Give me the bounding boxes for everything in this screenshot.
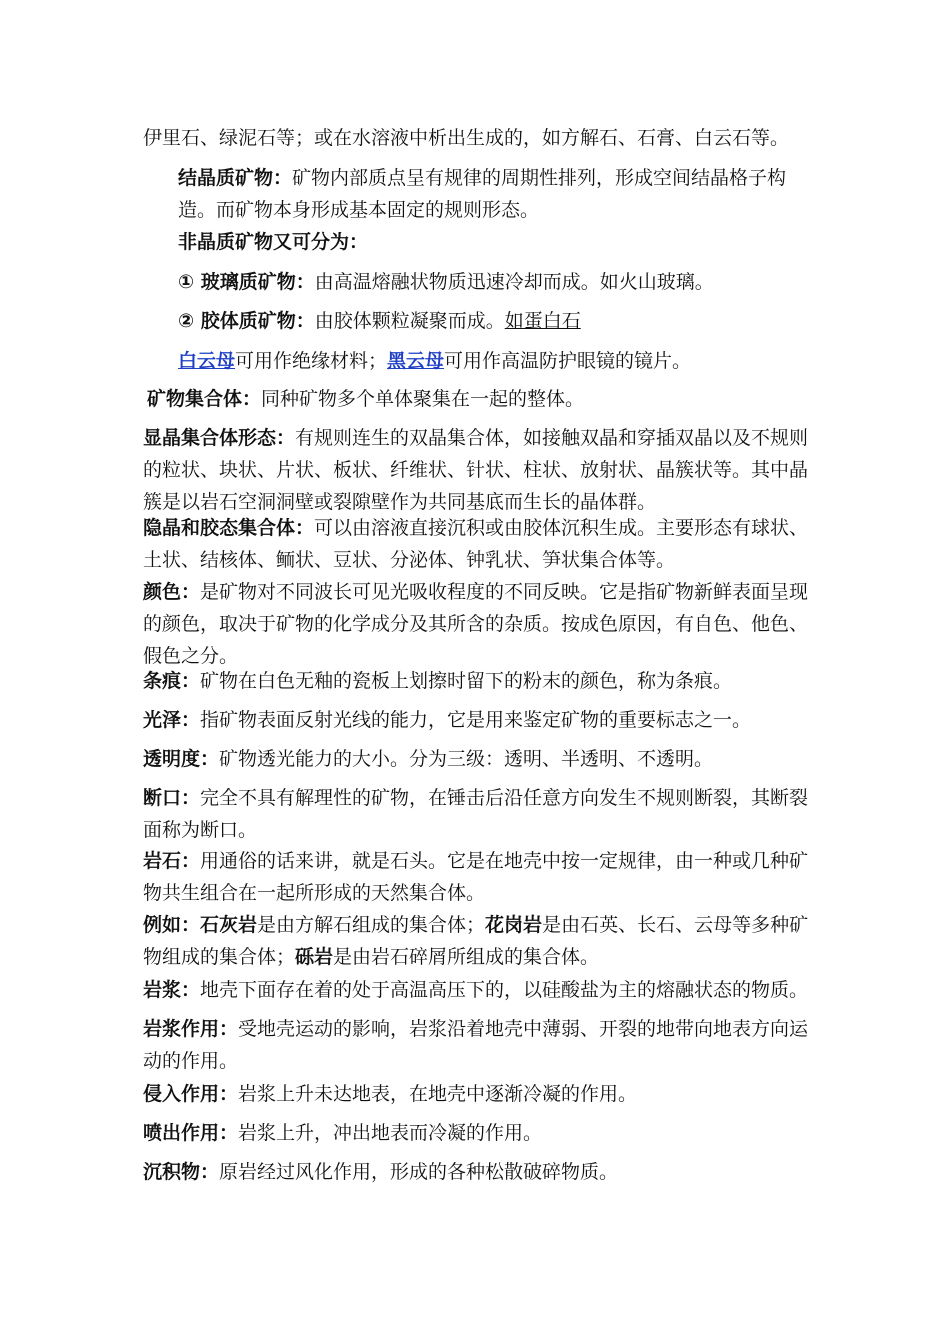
paragraph-transparency	[143, 743, 813, 775]
paragraph-text: 可用作高温防护眼镜的镜片。	[444, 350, 692, 372]
paragraph-text: 原岩经过风化作用，形成的各种松散破碎物质。	[219, 1161, 619, 1183]
term-eruption: 喷出作用：	[143, 1122, 239, 1144]
paragraph-text: 是矿物对不同波长可见光吸收程度的不同反映。它是指矿物新鲜表面呈现的颜色，取决于矿物的化学成分及其所含的杂质。按成色原因，有自色、他色、假色之分。	[143, 581, 809, 667]
paragraph-text: 用通俗的话来讲，就是石头。它是在地壳中按一定规律，由一种或几种矿物共生组合在一起所形成的天然集合体。	[143, 850, 809, 904]
term-amorphous-minerals: 非晶质矿物又可分为：	[178, 231, 369, 253]
term-color: 颜色：	[143, 581, 201, 603]
paragraph-text: 可用作绝缘材料；	[235, 350, 388, 372]
term-transparency: 透明度：	[143, 748, 220, 770]
paragraph-text: 由高温熔融状物质迅速冷却而成。如火山玻璃。	[314, 271, 714, 293]
term-sediment: 沉积物：	[143, 1161, 220, 1183]
paragraph-text: 矿物在白色无釉的瓷板上划擦时留下的粉末的颜色，称为条痕。	[200, 670, 733, 692]
paragraph-crystalline-minerals	[178, 162, 818, 226]
example-opal: 如蛋白石	[504, 310, 581, 332]
paragraph-cryptocrystalline	[143, 512, 813, 576]
paragraph-glassy-minerals	[178, 266, 818, 298]
paragraph-rock-examples	[143, 909, 813, 973]
term-magma: 岩浆：	[143, 979, 201, 1001]
paragraph-text: 矿物内部质点呈有规律的周期性排列，形成空间结晶格子构造。而矿物本身形成基本固定的规则形态。	[178, 167, 787, 221]
paragraph-fracture	[143, 782, 813, 846]
term-mineral-aggregate: 矿物集合体：	[147, 388, 262, 410]
paragraph-color	[143, 576, 813, 672]
paragraph-phanerocrystalline	[143, 422, 813, 518]
paragraph-text: 受地壳运动的影响，岩浆沿着地壳中薄弱、开裂的地带向地表方向运动的作用。	[143, 1018, 809, 1072]
paragraph-text: 是由石英、长石、云母等多种矿物组成的集合体；	[143, 914, 809, 968]
paragraph-mineral-aggregate	[147, 383, 817, 415]
paragraph-amorphous-heading	[178, 226, 818, 258]
term-streak: 条痕：	[143, 670, 201, 692]
paragraph-mica-uses	[178, 345, 818, 377]
term-fracture: 断口：	[143, 787, 201, 809]
paragraph-text: 岩浆上升未达地表，在地壳中逐渐冷凝的作用。	[238, 1083, 638, 1105]
paragraph-text: 可以由溶液直接沉积或由胶体沉积生成。主要形态有球状、土状、结核体、鲕状、豆状、分泌体、钟乳状、笋状集合体等。	[143, 517, 809, 571]
term-rock: 岩石：	[143, 850, 201, 872]
term-luster: 光泽：	[143, 709, 201, 731]
term-glassy-minerals: ① 玻璃质矿物：	[178, 271, 315, 293]
term-cryptocrystalline: 隐晶和胶态集合体：	[143, 517, 315, 539]
link-biotite[interactable]: 黑云母	[387, 350, 445, 372]
paragraph-text: 是由岩石碎屑所组成的集合体。	[333, 946, 600, 968]
paragraph-rock	[143, 845, 813, 909]
paragraph-magma	[143, 974, 813, 1006]
paragraph-text: 完全不具有解理性的矿物，在锤击后沿任意方向发生不规则断裂，其断裂面称为断口。	[143, 787, 809, 841]
paragraph-text: 地壳下面存在着的处于高温高压下的，以硅酸盐为主的熔融状态的物质。	[200, 979, 809, 1001]
term-limestone: 石灰岩	[200, 914, 258, 936]
paragraph-text: 同种矿物多个单体聚集在一起的整体。	[261, 388, 585, 410]
term-intrusion: 侵入作用：	[143, 1083, 239, 1105]
paragraph-intrusion	[143, 1078, 813, 1110]
paragraph-colloidal-minerals	[178, 305, 818, 337]
paragraph-text: 矿物透光能力的大小。分为三级：透明、半透明、不透明。	[219, 748, 714, 770]
paragraph-text: 有规则连生的双晶集合体，如接触双晶和穿插双晶以及不规则的粒状、块状、片状、板状、纤维状、针状、柱状、放射状、晶簇状等。其中晶簇是以岩石空洞洞壁或裂隙壁作为共同基底而生长的晶体群。	[143, 427, 809, 513]
paragraph-streak	[143, 665, 813, 697]
paragraph-magmatism	[143, 1013, 813, 1077]
term-crystalline-minerals: 结晶质矿物：	[178, 167, 293, 189]
paragraph-text: 伊里石、绿泥石等；或在水溶液中析出生成的，如方解石、石膏、白云石等。	[143, 127, 790, 149]
term-conglomerate: 砾岩	[295, 946, 334, 968]
paragraph-sediment	[143, 1156, 813, 1188]
paragraph-eruption	[143, 1117, 813, 1149]
paragraph-text: 是由方解石组成的集合体；	[257, 914, 486, 936]
paragraph-clay-minerals	[143, 122, 813, 154]
paragraph-text: 指矿物表面反射光线的能力，它是用来鉴定矿物的重要标志之一。	[200, 709, 752, 731]
term-granite: 花岗岩	[485, 914, 543, 936]
term-colloidal-minerals: ② 胶体质矿物：	[178, 310, 315, 332]
paragraph-text: 由胶体颗粒凝聚而成。	[314, 310, 505, 332]
paragraph-luster	[143, 704, 813, 736]
term-phanerocrystalline: 显晶集合体形态：	[143, 427, 296, 449]
paragraph-text: 岩浆上升，冲出地表而冷凝的作用。	[238, 1122, 543, 1144]
term-magmatism: 岩浆作用：	[143, 1018, 239, 1040]
term-example: 例如：	[143, 914, 201, 936]
link-muscovite[interactable]: 白云母	[178, 350, 236, 372]
